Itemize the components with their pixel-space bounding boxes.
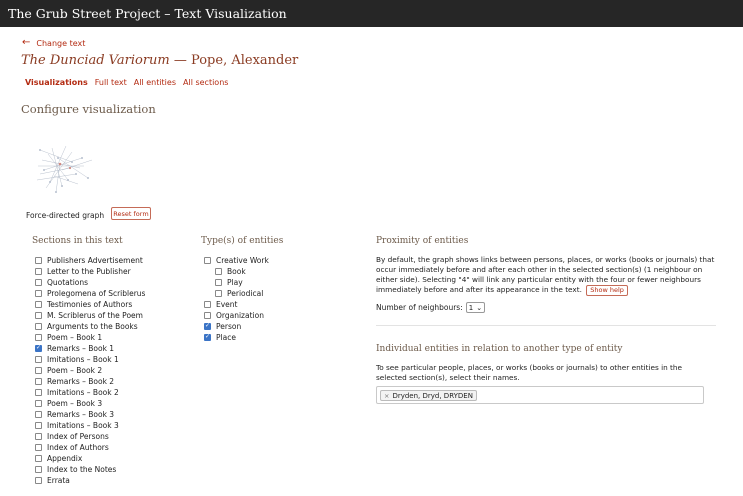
section-item-poem-book-3[interactable] (35, 398, 102, 408)
checkbox[interactable] (204, 323, 211, 330)
section-item-appendix[interactable] (35, 453, 82, 463)
section-item-index-of-authors[interactable] (35, 442, 109, 452)
checkbox[interactable] (35, 301, 42, 308)
section-item-quotations[interactable] (35, 277, 88, 287)
section-item-index-to-the-notes[interactable] (35, 464, 116, 474)
section-item-prolegomena-of-scriblerus[interactable] (35, 288, 145, 298)
checkbox[interactable] (215, 279, 222, 286)
checkbox[interactable] (204, 334, 211, 341)
remove-tag-icon[interactable]: × (384, 391, 390, 400)
arrow-left-icon: ← (22, 37, 31, 48)
type-item-label: Creative Work (216, 255, 269, 265)
section-item-label: Remarks – Book 3 (47, 409, 115, 419)
checkbox[interactable] (35, 400, 42, 407)
checkbox[interactable] (35, 455, 42, 462)
checkbox[interactable] (35, 466, 42, 473)
section-item-label: Poem – Book 2 (47, 365, 103, 375)
checkbox[interactable] (35, 268, 42, 275)
checkbox[interactable] (204, 312, 211, 319)
type-item-label: Organization (216, 310, 264, 320)
section-item-label: Poem – Book 1 (47, 332, 103, 342)
section-item-label: Imitations – Book 1 (47, 354, 119, 364)
section-item-label: Errata (47, 475, 70, 485)
checkbox[interactable] (35, 367, 42, 374)
chevron-down-icon: ⌄ (476, 303, 483, 312)
checkbox[interactable] (35, 444, 42, 451)
section-item-label: Appendix (47, 453, 83, 463)
neighbours-value: 1 (468, 303, 474, 312)
section-item-poem-book-2[interactable] (35, 365, 102, 375)
section-item-label: Letter to the Publisher (47, 266, 131, 276)
checkbox[interactable] (35, 290, 42, 297)
app-header (0, 0, 743, 27)
individual-entities-heading: Individual entities in relation to another type of entity (376, 344, 623, 354)
section-item-imitations-book-2[interactable] (35, 387, 119, 397)
section-item-poem-book-1[interactable] (35, 332, 102, 342)
reset-form-button[interactable]: Reset form (111, 207, 151, 220)
type-item-play[interactable] (215, 277, 243, 287)
section-item-label: Index of Authors (47, 442, 109, 452)
section-item-letter-to-the-publisher[interactable] (35, 266, 131, 276)
checkbox[interactable] (35, 345, 42, 352)
type-item-label: Person (216, 321, 242, 331)
checkmark-icon: ✓ (204, 322, 211, 329)
neighbours-label: Number of neighbours: (376, 303, 463, 312)
type-item-label: Periodical (227, 288, 264, 298)
type-item-organization[interactable] (204, 310, 264, 320)
checkbox[interactable] (35, 356, 42, 363)
proximity-text: By default, the graph shows links between persons, places, or works (books or journals) that occur immediately before and after each other in the selected section(s) (1 neighbour on either side). Selecting "4" will link any particular entity with the four or fewer neighbours immediately before and after its appearance in the text. (376, 255, 715, 294)
checkbox[interactable] (35, 411, 42, 418)
section-item-remarks-book-1[interactable] (35, 343, 114, 353)
neighbours-select[interactable] (466, 302, 485, 313)
change-text-link[interactable] (22, 38, 85, 48)
section-item-label: Remarks – Book 2 (47, 376, 115, 386)
app-title: The Grub Street Project – Text Visualization (8, 6, 287, 21)
checkbox[interactable] (35, 312, 42, 319)
section-item-label: Testimonies of Authors (47, 299, 133, 309)
section-nav (25, 78, 228, 87)
type-item-label: Place (216, 332, 236, 342)
section-item-testimonies-of-authors[interactable] (35, 299, 132, 309)
section-item-label: M. Scriblerus of the Poem (47, 310, 143, 320)
section-item-remarks-book-2[interactable] (35, 376, 114, 386)
nav-all-entities[interactable]: All entities (133, 78, 176, 87)
entity-tag[interactable] (380, 390, 477, 401)
proximity-heading: Proximity of entities (376, 236, 469, 246)
section-item-imitations-book-3[interactable] (35, 420, 119, 430)
section-item-label: Index to the Notes (47, 464, 117, 474)
section-item-label: Index of Persons (47, 431, 109, 441)
type-item-place[interactable] (204, 332, 236, 342)
configure-heading: Configure visualization (21, 102, 156, 116)
type-item-label: Play (227, 277, 243, 287)
nav-visualizations[interactable]: Visualizations (25, 78, 88, 87)
entity-select-input[interactable] (376, 386, 704, 404)
section-item-label: Quotations (47, 277, 89, 287)
section-item-index-of-persons[interactable] (35, 431, 109, 441)
section-item-label: Prolegomena of Scriblerus (47, 288, 146, 298)
individual-entities-description: To see particular people, places, or works (books or journals) to other entities in the selected section(s), select their names. (376, 363, 683, 382)
checkbox[interactable] (35, 422, 42, 429)
checkmark-icon: ✓ (204, 333, 211, 340)
checkbox[interactable] (35, 477, 42, 484)
checkbox[interactable] (35, 389, 42, 396)
section-item-label: Poem – Book 3 (47, 398, 103, 408)
entity-tag-label: Dryden, Dryd, DRYDEN (392, 391, 473, 400)
work-title (21, 53, 298, 68)
checkbox[interactable] (35, 433, 42, 440)
checkbox[interactable] (35, 323, 42, 330)
types-heading: Type(s) of entities (201, 236, 284, 246)
divider (376, 325, 716, 326)
sections-heading: Sections in this text (32, 236, 123, 246)
section-item-errata[interactable] (35, 475, 70, 485)
checkbox[interactable] (35, 334, 42, 341)
section-item-imitations-book-1[interactable] (35, 354, 119, 364)
checkbox[interactable] (35, 279, 42, 286)
checkbox[interactable] (204, 257, 211, 264)
section-item-label: Arguments to the Books (47, 321, 138, 331)
type-item-person[interactable] (204, 321, 241, 331)
checkmark-icon: ✓ (35, 344, 42, 351)
type-item-periodical[interactable] (215, 288, 263, 298)
force-directed-graph-thumbnail[interactable] (32, 140, 98, 204)
section-item-publishers-advertisement[interactable] (35, 255, 143, 265)
section-item-label: Imitations – Book 2 (47, 387, 119, 397)
nav-all-sections[interactable]: All sections (183, 78, 229, 87)
type-item-label: Event (216, 299, 238, 309)
work-title-name: The Dunciad Variorum (21, 53, 170, 68)
checkbox[interactable] (35, 257, 42, 264)
section-item-label: Remarks – Book 1 (47, 343, 115, 353)
type-item-event[interactable] (204, 299, 238, 309)
checkbox[interactable] (215, 290, 222, 297)
section-item-m-scriblerus-of-the-poem[interactable] (35, 310, 143, 320)
checkbox[interactable] (204, 301, 211, 308)
change-text-label: Change text (36, 38, 86, 48)
checkbox[interactable] (215, 268, 222, 275)
nav-full-text[interactable]: Full text (94, 78, 127, 87)
show-help-button[interactable]: Show help (586, 285, 628, 296)
type-item-creative-work[interactable] (204, 255, 269, 265)
section-item-remarks-book-3[interactable] (35, 409, 114, 419)
type-item-book[interactable] (215, 266, 246, 276)
checkbox[interactable] (35, 378, 42, 385)
proximity-description (376, 255, 716, 296)
force-directed-graph-label: Force-directed graph (26, 211, 105, 220)
type-item-label: Book (227, 266, 246, 276)
section-item-label: Publishers Advertisement (47, 255, 143, 265)
work-title-author: — Pope, Alexander (169, 53, 299, 68)
neighbours-control (376, 302, 485, 313)
section-item-label: Imitations – Book 3 (47, 420, 119, 430)
section-item-arguments-to-the-books[interactable] (35, 321, 138, 331)
